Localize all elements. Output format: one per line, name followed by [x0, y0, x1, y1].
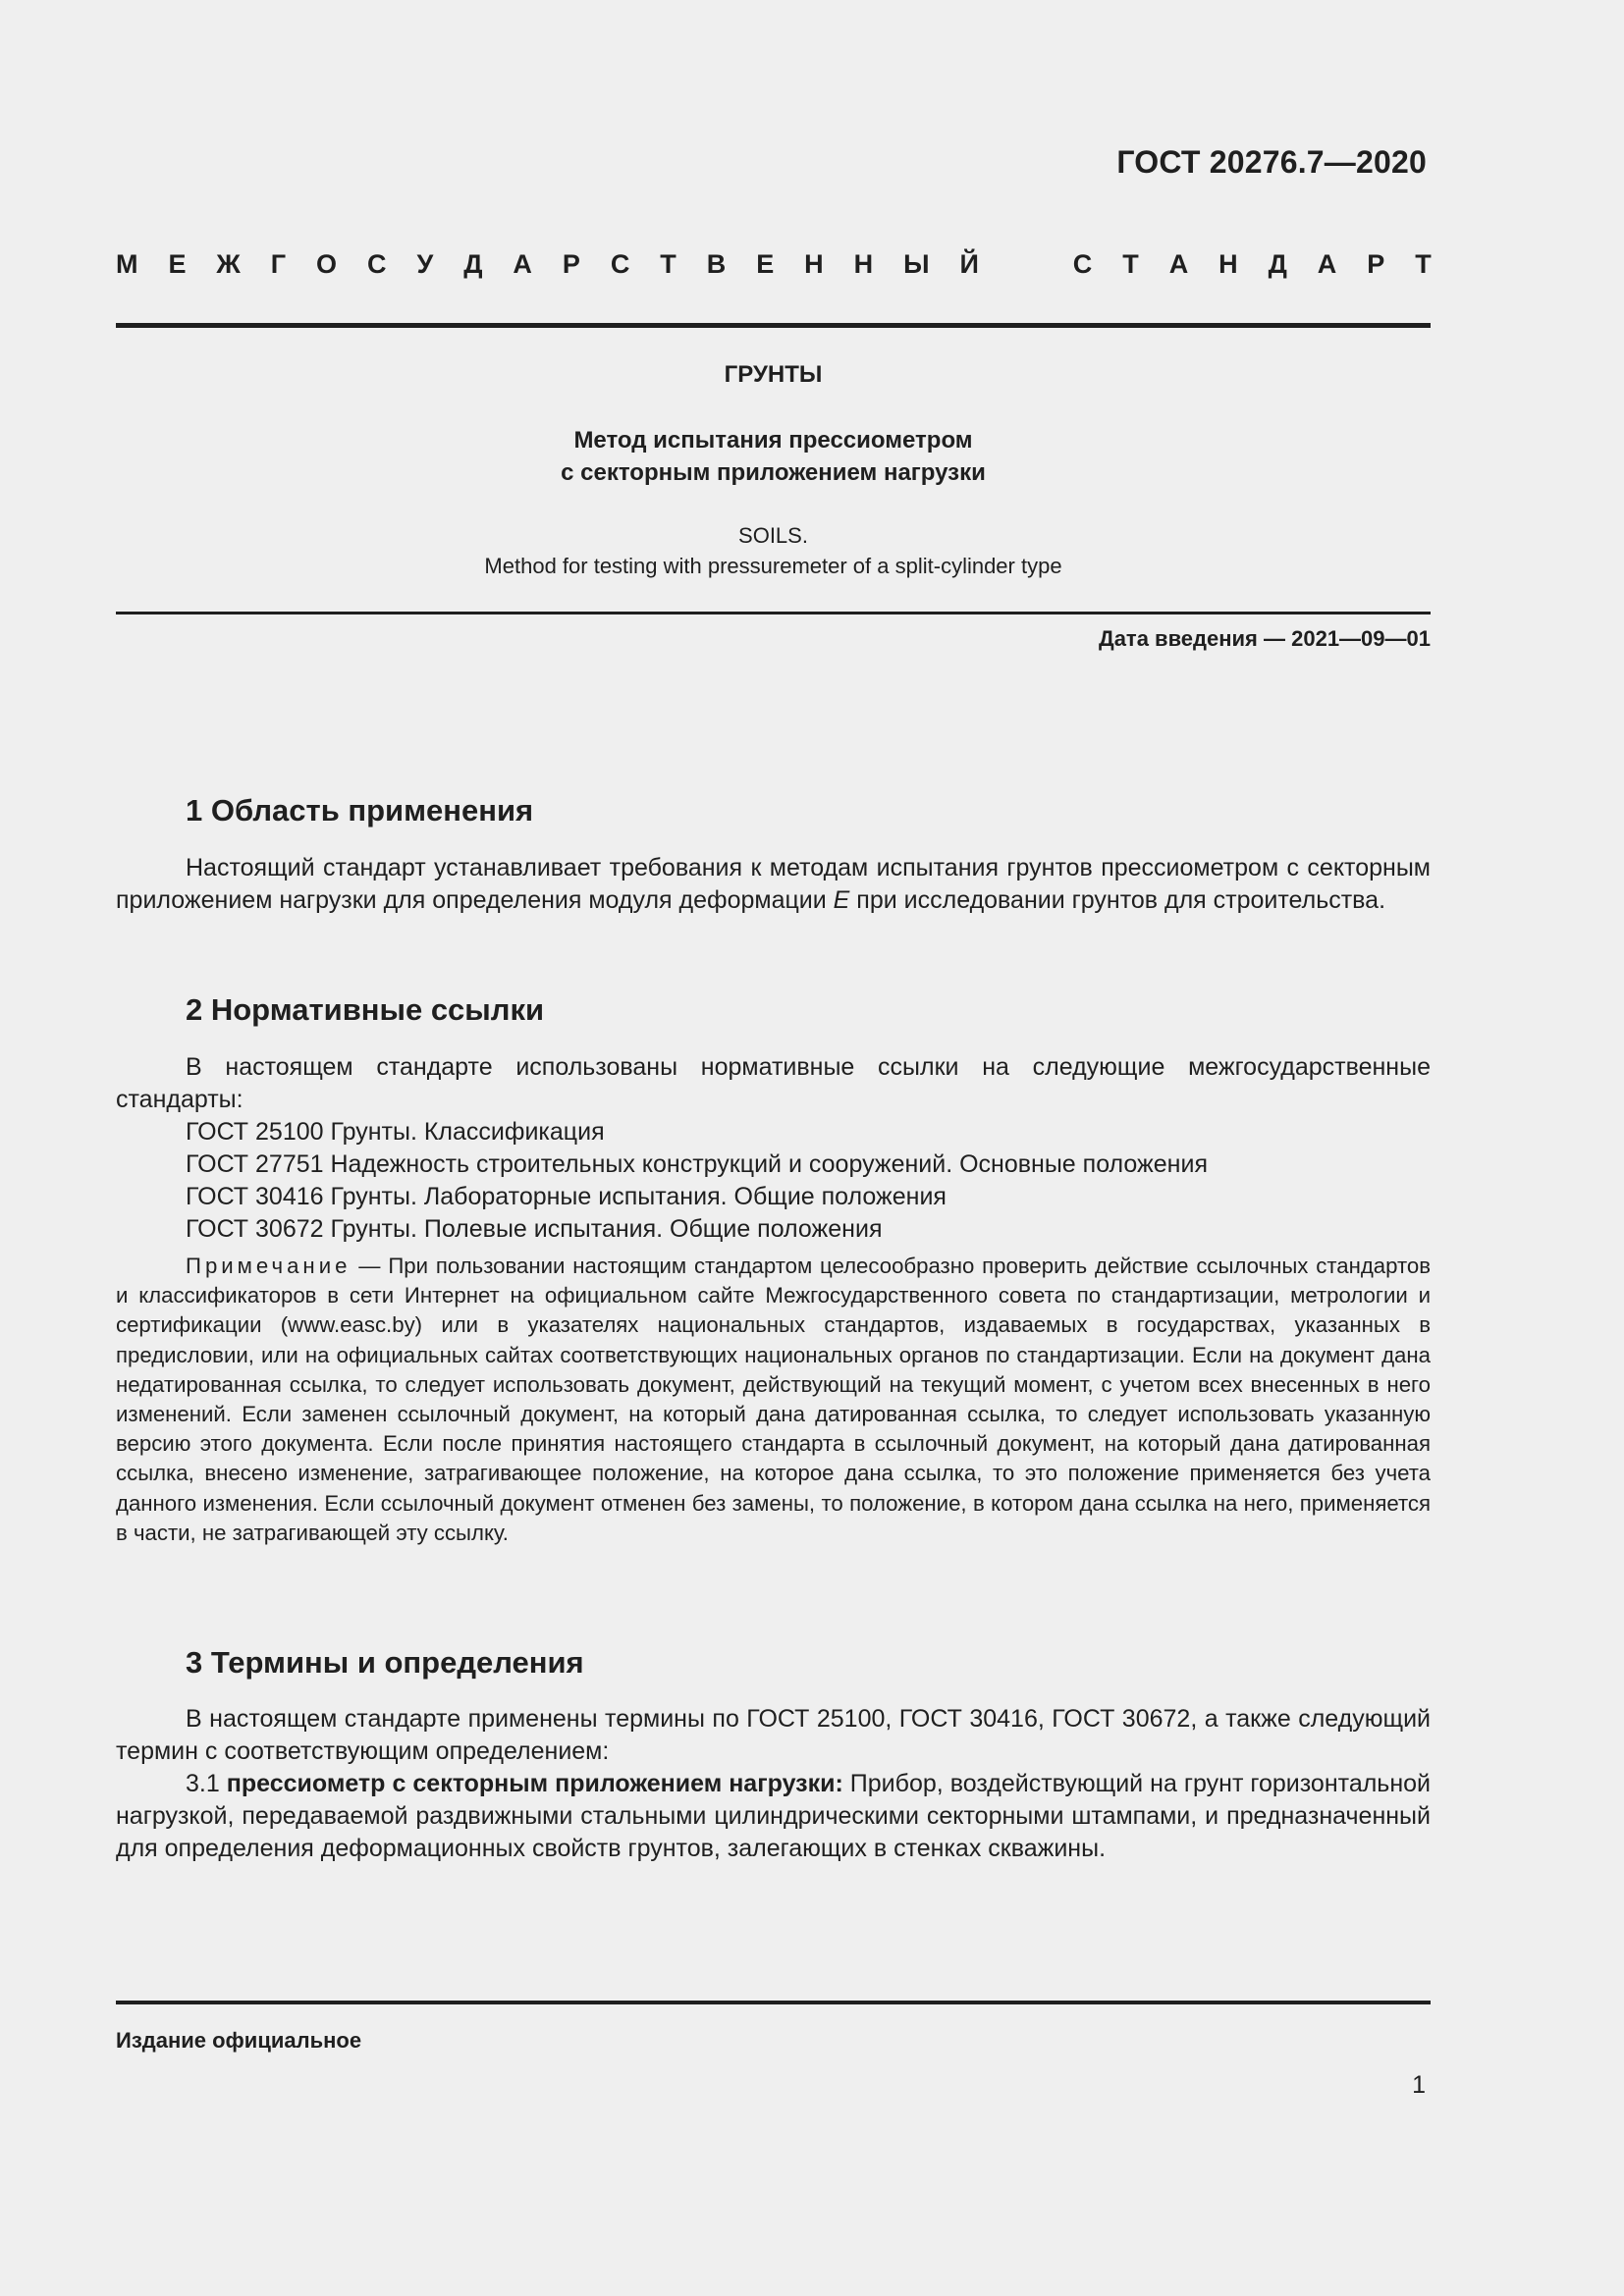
- reference-item: ГОСТ 30672 Грунты. Полевые испытания. Общие положения: [186, 1215, 883, 1243]
- term-definition: 3.1 прессиометр с секторным приложением нагрузки: Прибор, воздействующий на грунт горизонтальной нагрузкой, передаваемой раздвижными стальными цилиндрическими секторными штампами, и предназначенный для определения деформационных свойств грунтов, залегающих в стенках скважины.: [116, 1770, 1432, 1862]
- scope-paragraph: Настоящий стандарт устанавливает требования к методам испытания грунтов прессиометром с секторным приложением нагрузки для определения модуля деформации E при исследовании грунтов для строительства.: [116, 854, 1431, 914]
- reference-item: ГОСТ 30416 Грунты. Лабораторные испытания. Общие положения: [186, 1183, 947, 1210]
- top-divider: [116, 323, 1431, 328]
- section-3-body: [116, 1703, 1431, 1865]
- references-intro: В настоящем стандарте использованы нормативные ссылки на следующие межгосударственные стандарты:: [116, 1053, 1431, 1113]
- interstate-standard-banner: М Е Ж Г О С У Д А Р С Т В Е Н Н Ы Й С Т А Н Д А Р Т: [116, 249, 1432, 279]
- reference-item: ГОСТ 27751 Надежность строительных конструкций и сооружений. Основные положения: [186, 1150, 1208, 1178]
- reference-item: ГОСТ 25100 Грунты. Классификация: [186, 1118, 605, 1146]
- english-title: SOILS. Method for testing with pressuremeter of a split-cylinder type: [484, 523, 1062, 578]
- introduction-date: Дата введения — 2021—09—01: [1099, 626, 1431, 651]
- terms-intro: В настоящем стандарте применены термины по ГОСТ 25100, ГОСТ 30416, ГОСТ 30672, а также следующий термин с соответствующим определением:: [116, 1705, 1431, 1765]
- document-title: ГРУНТЫ: [724, 361, 823, 388]
- section-1-heading: 1 Область применения: [186, 793, 534, 828]
- section-2-heading: 2 Нормативные ссылки: [186, 992, 545, 1027]
- section-2-body: [116, 1051, 1431, 1548]
- document-subtitle: Метод испытания прессиометром с секторным приложением нагрузки: [561, 427, 986, 486]
- page-number: 1: [1412, 2071, 1426, 2099]
- footer-divider: [116, 2001, 1431, 2004]
- section-3-heading: 3 Термины и определения: [186, 1645, 584, 1680]
- section-1-body: [116, 852, 1431, 917]
- references-note: Примечание — При пользовании настоящим стандартом целесообразно проверить действие ссылочных стандартов и классификаторов в сети Интернет на официальном сайте Межгосударственного совета по стандартизации, метрологии и сертификации (www.easc.by) или в указателях национальных стандартов, издаваемых в государствах, указанных в предисловии, или на официальных сайтах соответствующих национальных органов по стандартизации. Если на документ дана недатированная ссылка, то следует использовать документ, действующий на текущий момент, с учетом всех внесенных в него изменений. Если заменен ссылочный документ, на который дана датированная ссылка, то следует использовать указанную версию этого документа. Если после принятия настоящего стандарта в ссылочный документ, на который дана датированная ссылка, внесено изменение, затрагивающее положение, на которое дана ссылка, то это положение применяется без учета данного изменения. Если ссылочный документ отменен без замены, то положение, в котором дана ссылка на него, применяется в части, не затрагивающей эту ссылку.: [116, 1254, 1431, 1545]
- term-name: прессиометр с секторным приложением нагрузки:: [226, 1770, 843, 1797]
- document-code: ГОСТ 20276.7—2020: [1116, 144, 1427, 180]
- official-edition-label: Издание официальное: [116, 2028, 362, 2053]
- title-divider: [116, 612, 1431, 614]
